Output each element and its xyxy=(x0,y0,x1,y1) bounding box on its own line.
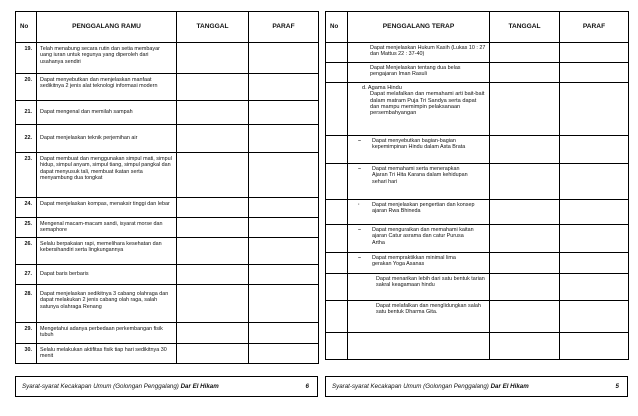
table-row xyxy=(16,238,319,265)
sign-cell xyxy=(249,238,319,265)
footer-brand: Dar El Hikam xyxy=(490,383,529,390)
table-row xyxy=(16,265,319,285)
row-text xyxy=(348,333,490,360)
row-text: Dapat Menjelaskan tentang dua belas pengajaran Iman Rasuli xyxy=(348,63,490,83)
left-header-sign: PARAF xyxy=(249,12,319,43)
date-cell xyxy=(177,265,249,285)
sign-cell xyxy=(249,74,319,101)
item-text: Dapat memahami serta menerapkan Ajaran Tri Hita Karana dalam kehidupan sehari hari xyxy=(372,166,468,185)
table-row xyxy=(16,43,319,74)
section-label: d. xyxy=(362,85,367,91)
right-page xyxy=(325,0,628,416)
sign-cell xyxy=(249,125,319,153)
date-cell xyxy=(490,253,560,274)
dash-marker: – xyxy=(358,255,361,261)
date-cell xyxy=(490,136,560,164)
row-number xyxy=(326,225,348,253)
table-row xyxy=(16,153,319,198)
row-text: Dapat menarikan lebih dari satu bentuk tarian sakral keagamaan hindu xyxy=(348,274,490,301)
sign-cell xyxy=(560,63,629,83)
row-text: Dapat menjelaskan Hukum Kasih (Lukas 10 : 27 dan Mattus 22 : 37-40) xyxy=(348,43,490,63)
table-row xyxy=(16,218,319,238)
dash-marker: – xyxy=(358,227,361,233)
sign-cell xyxy=(249,43,319,74)
row-number xyxy=(326,333,348,360)
sign-cell xyxy=(560,83,629,136)
right-header-no: No xyxy=(326,12,348,43)
row-text: Selalu berpakaian rapi, memelihara kesehatan dan kebersihandiri serta lingkungannya xyxy=(37,238,177,265)
date-cell xyxy=(177,285,249,323)
sign-cell xyxy=(249,153,319,198)
date-cell xyxy=(490,43,560,63)
date-cell xyxy=(490,333,560,360)
row-text: Selalu melakukan aktifitas fisik tiap hari sedikitnya 30 menit xyxy=(37,344,177,364)
left-header-row xyxy=(16,12,319,43)
right-header-item: PENGGALANG TERAP xyxy=(348,12,490,43)
row-number xyxy=(326,200,348,225)
sign-cell xyxy=(249,198,319,218)
table-row xyxy=(16,198,319,218)
row-text: Dapat menyebutkan dan menjelaskan manfaat sedikitnya 2 jenis alat teknologi informasi modern xyxy=(37,74,177,101)
date-cell xyxy=(177,153,249,198)
right-header-sign: PARAF xyxy=(560,12,629,43)
item-text: Dapat menguraikan dan memahami kaitan ajaran Catur asrama dan catur Purusa Artha xyxy=(372,227,474,246)
date-cell xyxy=(177,323,249,344)
row-text xyxy=(348,83,490,136)
row-text xyxy=(348,253,490,274)
table-row xyxy=(326,83,629,136)
row-text: Dapat menjelaskan kompas, menaksir tinggi dan lebar xyxy=(37,198,177,218)
row-number: 24. xyxy=(16,198,37,218)
dash-marker: – xyxy=(358,166,361,172)
date-cell xyxy=(177,43,249,74)
date-cell xyxy=(490,200,560,225)
table-row xyxy=(326,225,629,253)
table-row xyxy=(326,164,629,200)
footer-title: Syarat-syarat Kecakapan Umum (Golongan Penggalang) xyxy=(332,383,489,390)
sign-cell xyxy=(249,323,319,344)
left-page-footer xyxy=(15,376,318,397)
row-text: Dapat menjelaskan sedikitnya 3 cabang olahraga dan dapat melakukan 2 jenis cabang olah raga, salah satunya olahraga Renang xyxy=(37,285,177,323)
date-cell xyxy=(490,225,560,253)
table-row xyxy=(16,285,319,323)
date-cell xyxy=(490,274,560,301)
table-row xyxy=(326,43,629,63)
row-number: 30. xyxy=(16,344,37,364)
date-cell xyxy=(177,218,249,238)
date-cell xyxy=(177,74,249,101)
row-text xyxy=(348,225,490,253)
table-row xyxy=(16,74,319,101)
dash-marker: · xyxy=(358,202,360,208)
table-row xyxy=(326,301,629,333)
date-cell xyxy=(177,344,249,364)
row-number: 19. xyxy=(16,43,37,74)
table-row xyxy=(16,101,319,125)
table-row xyxy=(326,136,629,164)
date-cell xyxy=(177,125,249,153)
row-number xyxy=(326,253,348,274)
row-text: Dapat menjelaskan teknik perjemihan air xyxy=(37,125,177,153)
date-cell xyxy=(177,238,249,265)
page-number: 6 xyxy=(305,383,309,390)
sign-cell xyxy=(560,43,629,63)
item-text: Dapat menjelaskan pengertian dan konsep ajaran Rwa Bhineda xyxy=(372,202,475,215)
row-text: Dapat melafalkan dan menglidungkan salah satu bentuk Dharma Gita. xyxy=(348,301,490,333)
date-cell xyxy=(490,164,560,200)
row-number: 21. xyxy=(16,101,37,125)
row-text: Dapat baris berbaris xyxy=(37,265,177,285)
section-title: Agama Hindu xyxy=(367,85,402,91)
row-number xyxy=(326,63,348,83)
table-row xyxy=(16,344,319,364)
sign-cell xyxy=(560,301,629,333)
row-text: Telah menabung secara rutin dan setia membayar uang iuran untuk regunya yang diperoleh dari usahanya sendiri xyxy=(37,43,177,74)
right-checklist-table xyxy=(325,11,629,360)
sign-cell xyxy=(560,200,629,225)
date-cell xyxy=(490,63,560,83)
right-page-footer xyxy=(325,376,628,397)
table-row xyxy=(326,63,629,83)
sign-cell xyxy=(560,253,629,274)
table-row xyxy=(326,253,629,274)
table-row xyxy=(326,200,629,225)
sign-cell xyxy=(560,136,629,164)
row-number xyxy=(326,274,348,301)
date-cell xyxy=(490,83,560,136)
sign-cell xyxy=(560,274,629,301)
date-cell xyxy=(177,198,249,218)
row-number: 28. xyxy=(16,285,37,323)
row-text xyxy=(348,136,490,164)
table-row xyxy=(326,274,629,301)
row-text: Dapat mengenal dan memilah sampah xyxy=(37,101,177,125)
row-number: 23. xyxy=(16,153,37,198)
item-text: Dapat menyebutkan bagian-bagian kepemimpinan Hindu dalam Asta Brata xyxy=(372,138,466,151)
row-text: Mengenal macam-macam sandi, isyarat morse dan semaphore xyxy=(37,218,177,238)
row-number: 29. xyxy=(16,323,37,344)
sign-cell xyxy=(560,225,629,253)
row-number: 27. xyxy=(16,265,37,285)
right-header-date: TANGGAL xyxy=(490,12,560,43)
row-text: Dapat membuat dan menggunakan simpul mati, simpul hidup, simpul anyam, simpul tiang, simpul pangkal dan dapat menyusuk tali, membuat ikatan serta menyambung dua tongkat xyxy=(37,153,177,198)
row-number xyxy=(326,43,348,63)
row-number: 20. xyxy=(16,74,37,101)
row-number: 22. xyxy=(16,125,37,153)
row-number xyxy=(326,83,348,136)
row-text: Mengetahui adanya perbedaan perkembangan fisik tubuh xyxy=(37,323,177,344)
sign-cell xyxy=(249,265,319,285)
left-page xyxy=(15,0,318,416)
sign-cell xyxy=(560,164,629,200)
item-text: Dapat mempraktikkan minimal lima gerakan Yoga Asanas xyxy=(372,255,456,268)
dash-marker: – xyxy=(358,138,361,144)
table-row xyxy=(16,125,319,153)
left-header-date: TANGGAL xyxy=(177,12,249,43)
date-cell xyxy=(490,301,560,333)
sign-cell xyxy=(249,285,319,323)
left-header-item: PENGGALANG RAMU xyxy=(37,12,177,43)
row-number: 26. xyxy=(16,238,37,265)
date-cell xyxy=(177,101,249,125)
table-row xyxy=(326,333,629,360)
sign-cell xyxy=(560,333,629,360)
page-number: 5 xyxy=(615,383,619,390)
footer-title: Syarat-syarat Kecakapan Umum (Golongan Penggalang) xyxy=(22,383,179,390)
sign-cell xyxy=(249,344,319,364)
left-header-no: No xyxy=(16,12,37,43)
row-text xyxy=(348,200,490,225)
footer-brand: Dar El Hikam xyxy=(180,383,219,390)
sign-cell xyxy=(249,101,319,125)
right-header-row xyxy=(326,12,629,43)
row-text xyxy=(348,164,490,200)
row-number xyxy=(326,164,348,200)
table-row xyxy=(16,323,319,344)
sign-cell xyxy=(249,218,319,238)
row-number xyxy=(326,136,348,164)
left-checklist-table xyxy=(15,11,319,364)
row-number xyxy=(326,301,348,333)
section-item: Dapat melafalkan dan memahami arti bait-bait dalam matram Puja Tri Sandya serta dapat dan mampu memimpin pelaksanaan persembahyangan xyxy=(370,91,485,117)
row-number: 25. xyxy=(16,218,37,238)
